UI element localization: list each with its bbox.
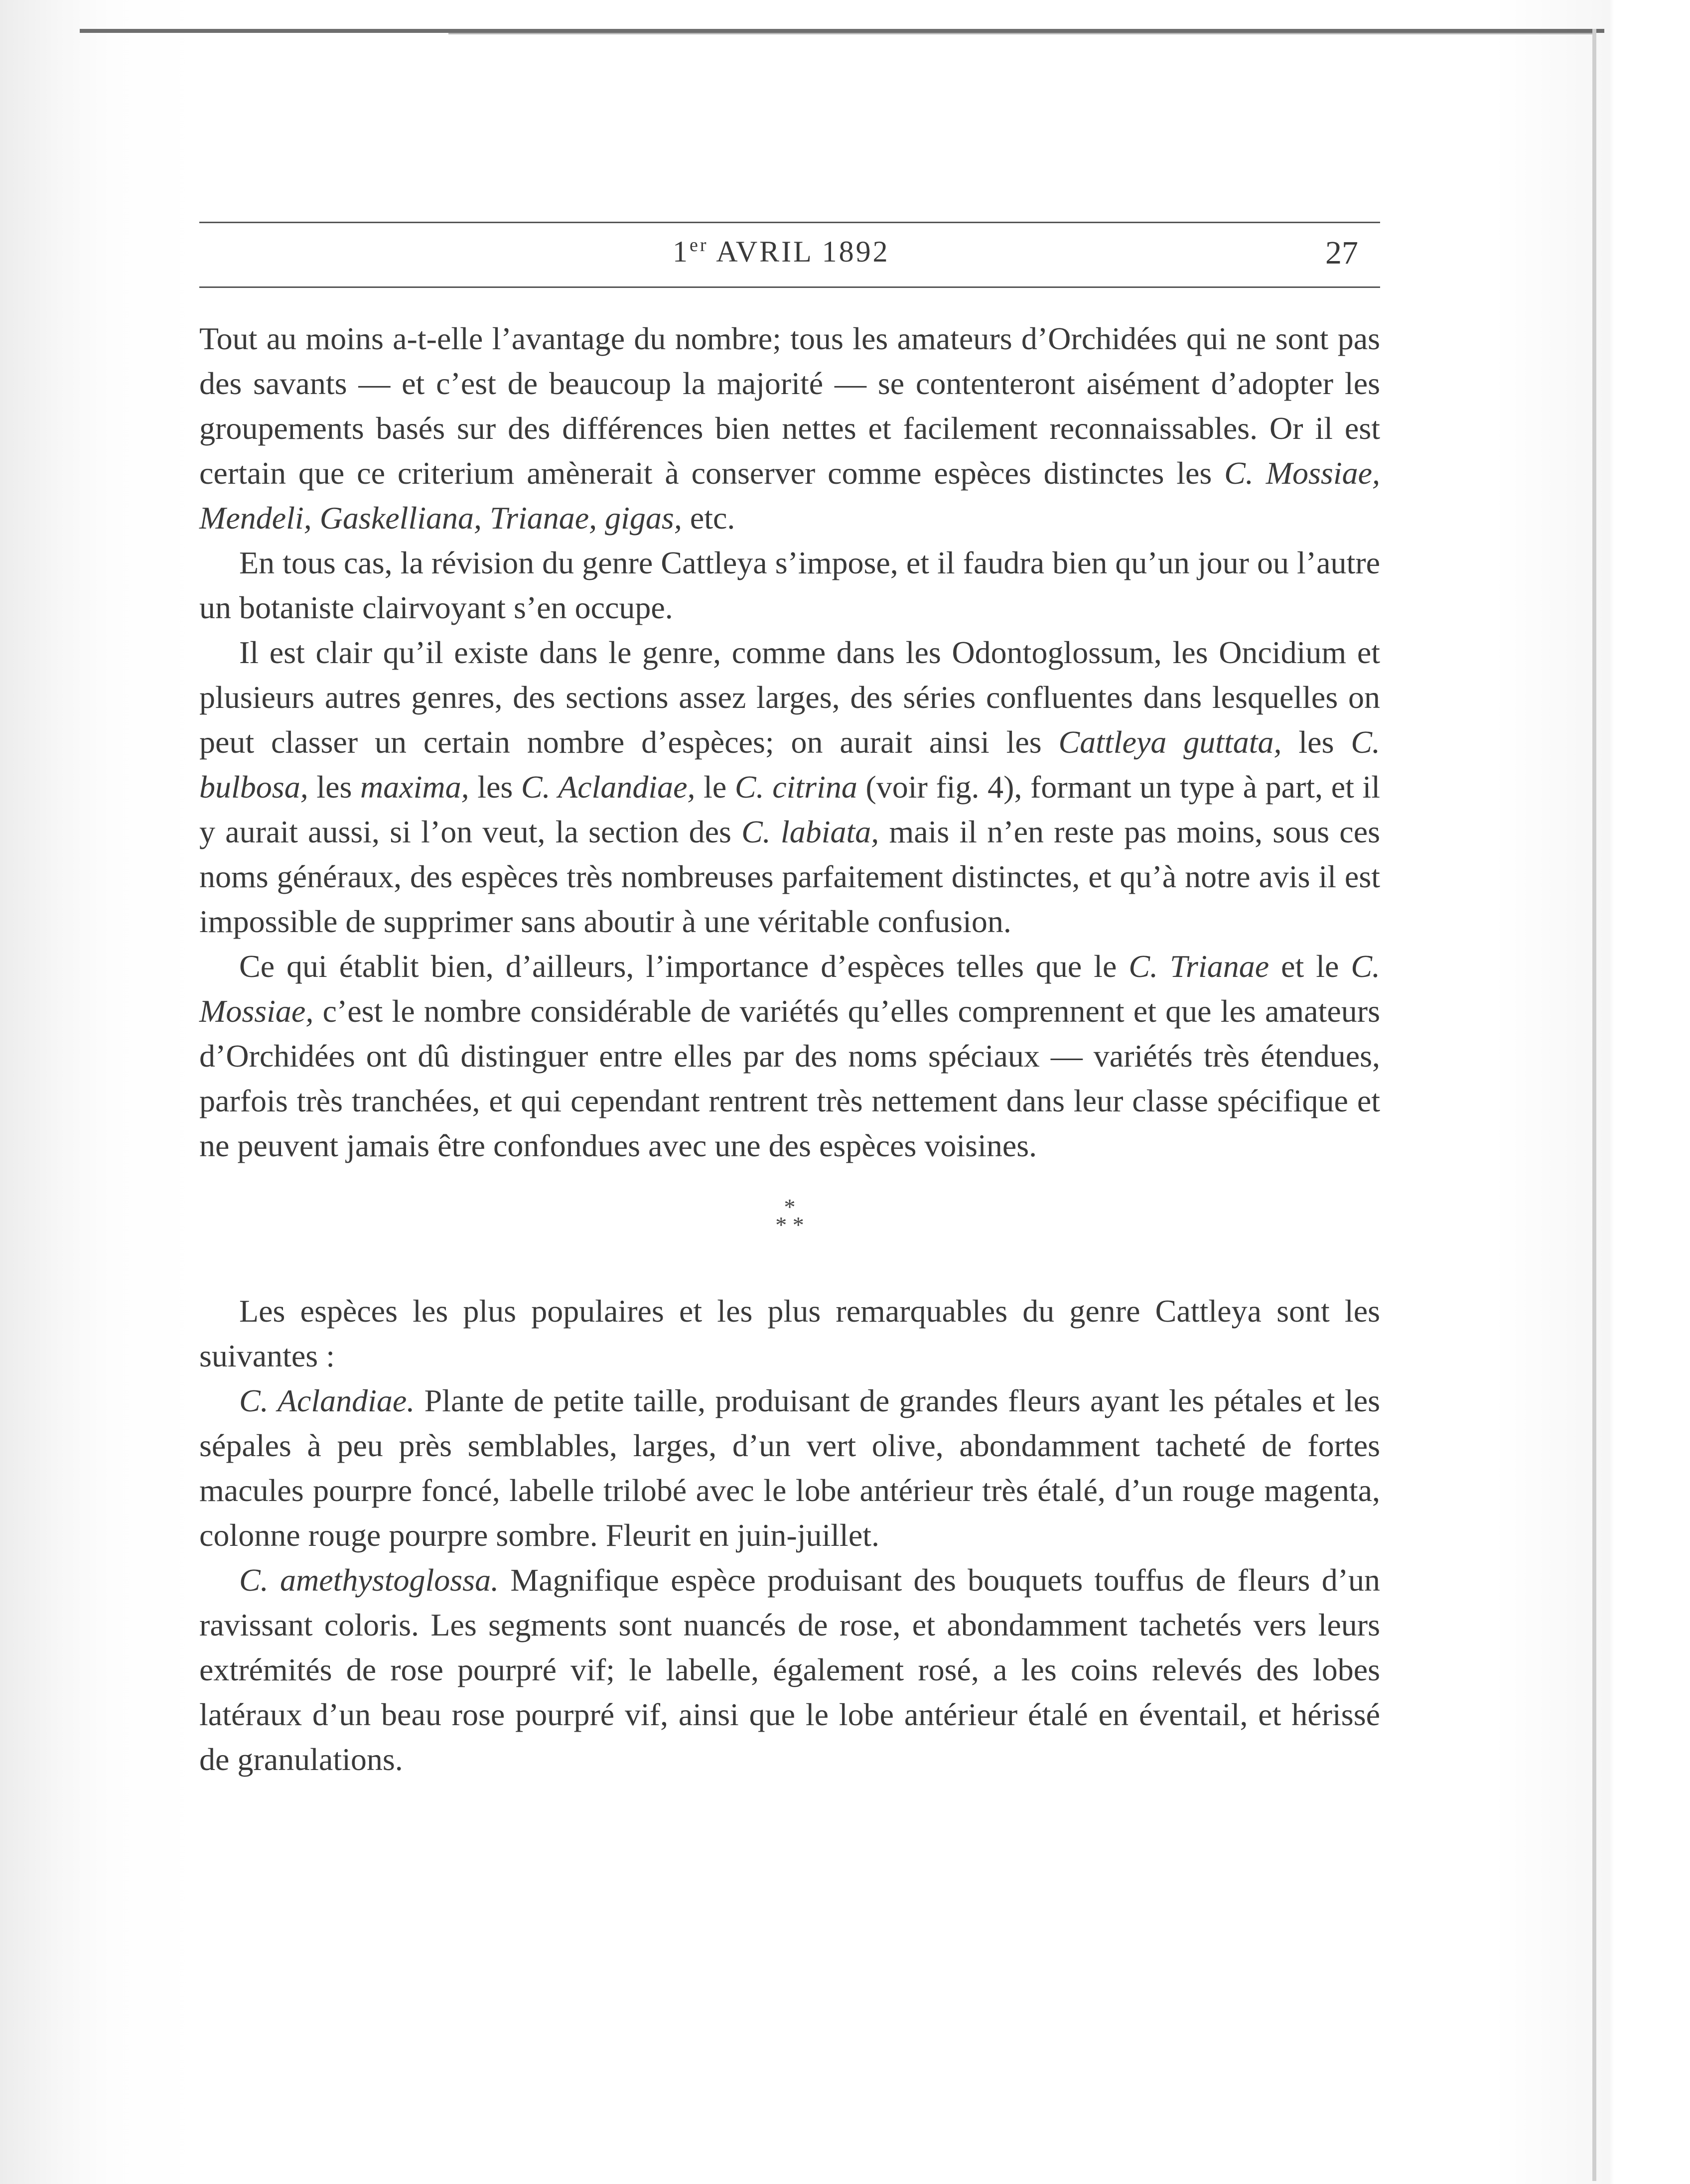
paragraph-5: Les espèces les plus populaires et les plus remarquables du genre Cattleya sont les suivantes :	[199, 1293, 1380, 1373]
species-name: maxima,	[360, 769, 469, 805]
asterism-bottom: * *	[775, 1212, 804, 1237]
text-run: Magnifique espèce produisant des bouquets touffus de fleurs d’un ravissant coloris. Les segments sont nuancés de rose, et abondamment tachetés vers leurs extrémités de rose pourpré vif; le labelle, également rosé, a les coins relevés des lobes latéraux d’un beau rose pourpré vif, ainsi que le lobe antérieur étalé en éventail, et hérissé de granulations.	[199, 1562, 1381, 1777]
page-number: 27	[1325, 235, 1358, 271]
text-run: les	[469, 769, 521, 805]
species-name: C. Aclandiae.	[239, 1383, 415, 1418]
text-run: c’est le nombre considérable de variétés qu’elles comprennent et que les amateurs d’Orchidées ont dû distinguer entre elles par des noms spéciaux — variétés très étendues, parfois très tranchées, et qui cependant rentrent très nettement dans leur classe spécifique et ne peuvent jamais être confondues avec une des espèces voisines.	[199, 993, 1380, 1163]
paragraph-3	[199, 630, 1380, 944]
text-run: Il est clair qu’il existe dans le genre, comme dans les Odontoglossum, les Oncidium et plusieurs autres genres, des sections assez larges, des séries confluentes dans lesquelles on peut classer un certain nombre d’espèces; on aurait ainsi les	[199, 635, 1380, 760]
text-run: Ce qui établit bien, d’ailleurs, l’importance d’espèces telles que le	[239, 949, 1129, 984]
species-name: Cattleya guttata,	[1058, 724, 1282, 760]
text-run: Plante de petite taille, produisant de grandes fleurs ayant les pétales et les sépales à peu près semblables, larges, d’un vert olive, abondamment tacheté de fortes macules pourpre foncé, labelle trilobé avec le lobe antérieur très étalé, d’un rouge magenta, colonne rouge pourpre sombre. Fleurit en juin-juillet.	[199, 1383, 1381, 1553]
scan-edge-line-secondary	[448, 33, 1594, 34]
running-header-date	[673, 234, 890, 269]
text-run: les	[1281, 724, 1351, 760]
species-name: C. labiata,	[741, 814, 879, 849]
paragraph-1	[199, 316, 1380, 541]
paragraph-6	[199, 1378, 1380, 1558]
species-name: C. Mossiae,	[199, 949, 1381, 1029]
text-run: le	[695, 769, 735, 805]
header-rule-bottom	[199, 286, 1380, 288]
species-name: C. Aclandiae,	[521, 769, 696, 805]
text-run: Tout au moins a-t-elle l’avantage du nombre; tous les amateurs d’Orchidées qui ne sont pas des savants — et c’est de beaucoup la majorité — se contenteront aisément d’adopter les groupements basés sur des différences bien nettes et facilement reconnaissables. Or il est certain que ce criterium amènerait à conserver comme espèces distinctes les	[199, 321, 1380, 491]
scan-edge-line	[80, 29, 1604, 33]
text-run: et le	[1269, 949, 1351, 984]
header-rule-top	[199, 222, 1380, 223]
species-name: C. bulbosa,	[199, 724, 1381, 805]
text-run: mais il n’en reste pas moins, sous ces noms généraux, des espèces très nombreuses parfaitement distinctes, et qu’à notre avis il est impossible de supprimer sans aboutir à une véritable confusion.	[199, 814, 1381, 939]
species-name: C. Trianae	[1128, 949, 1269, 984]
paragraph-4	[199, 944, 1380, 1168]
body-text	[199, 316, 1380, 1782]
species-name: C. Mossiae, Mendeli, Gaskelliana, Trianae, gigas,	[199, 455, 1381, 536]
date-month-year: AVRIL 1892	[716, 235, 890, 268]
species-name: C. amethystoglossa.	[239, 1562, 499, 1598]
species-name: C. citrina	[734, 769, 857, 805]
text-run: les	[308, 769, 360, 805]
asterism-divider	[199, 1194, 1380, 1237]
scan-right-edge	[1592, 29, 1596, 2181]
date-superscript: er	[690, 235, 708, 256]
text-run: (voir fig. 4), formant un type à part, et il y aurait aussi, si l’on veut, la section des	[199, 769, 1381, 849]
paragraph-7	[199, 1558, 1380, 1782]
paragraph-2: En tous cas, la révision du genre Cattleya s’impose, et il faudra bien qu’un jour ou l’autre un botaniste clairvoyant s’en occupe.	[199, 545, 1380, 625]
asterism-top: *	[784, 1194, 796, 1220]
text-run: etc.	[682, 500, 735, 536]
date-day: 1	[673, 235, 690, 268]
